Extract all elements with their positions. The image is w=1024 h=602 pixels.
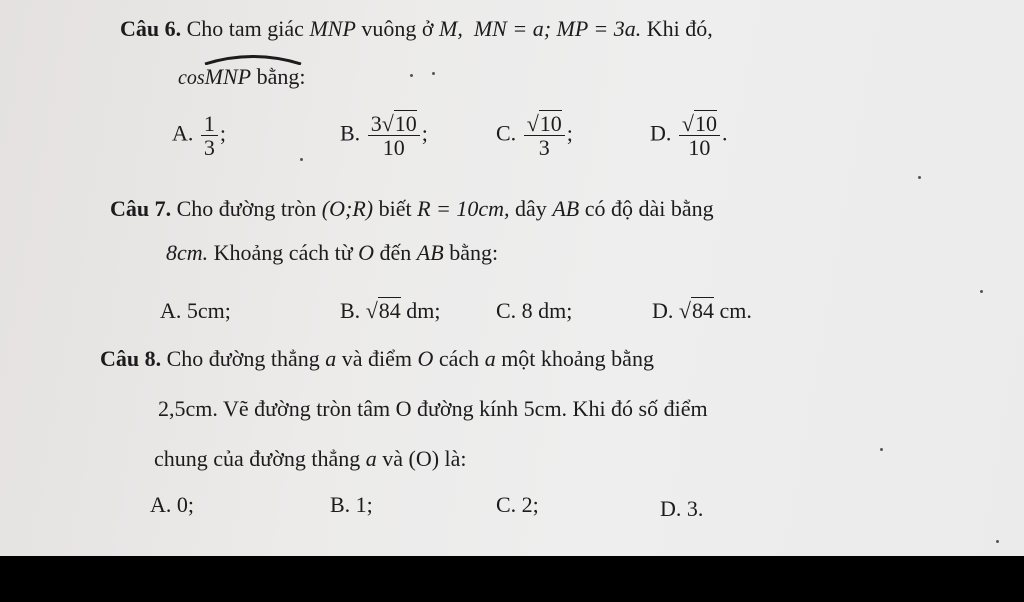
q6-option-b-label: B. [340,120,361,146]
q8-option-d [660,496,703,522]
q8-line3-a: chung của đường thẳng [154,446,361,471]
q6-option-d-fraction [679,112,720,159]
q6-option-a-num: 1 [201,112,218,136]
q8-option-a [150,492,194,518]
q7-option-b-rad: 84 [378,298,401,323]
q6-option-b [340,112,428,159]
q6-option-a-end: ; [219,120,227,146]
q6-option-d-end: . [721,120,728,146]
q6-option-b-rad: 10 [394,111,417,136]
angle-hat-icon [203,55,303,65]
q6-option-d-den: 10 [688,135,711,161]
q7-line2-o: O [358,240,375,265]
paper-speck [300,158,303,161]
q6-option-d-label: D. [650,120,672,146]
q7-text-3: dây [515,196,547,221]
q7-chord-length: 8cm. [166,240,209,265]
q8-line-var-1: a [325,346,337,371]
paper-speck [432,72,435,75]
q7-option-d-rad: 84 [691,298,714,323]
paper-speck [880,448,883,451]
q8-text-3: cách [438,346,480,371]
sqrt-icon: √10 [526,111,562,136]
q7-line-1 [110,196,714,222]
q6-condition: MN = a; MP = 3a. [473,16,642,41]
q6-option-a-label: A. [172,120,194,146]
q6-option-b-num [368,112,420,136]
q6-angle [205,64,251,90]
q6-text-1: Cho tam giác [186,16,304,41]
q6-option-d-num [679,112,720,136]
q7-option-b-label: B. [340,298,361,323]
q6-line-2 [178,64,306,90]
q8-option-a-text: A. 0; [150,492,194,517]
q7-text-2: biết [378,196,412,221]
q8-option-c-text: C. 2; [496,492,539,517]
q7-option-d-label: D. [652,298,674,323]
q8-line-1 [100,346,654,372]
q7-line2-c: đến [379,240,412,265]
q7-line-2 [166,240,498,266]
q8-text-1: Cho đường thẳng [166,346,320,371]
q6-option-b-end: ; [421,120,428,146]
sqrt-icon: √84 [678,298,714,323]
q6-vertex: M, [439,16,463,41]
q6-angle-text: MNP [204,64,252,89]
q8-line-2-text: 2,5cm. Vẽ đường tròn tâm O đường kính 5cm. Khi đó số điểm [158,396,708,421]
q6-triangle: MNP [309,16,356,41]
q6-line-1 [120,16,713,42]
q6-option-d [650,112,727,159]
q6-option-c-end: ; [566,120,573,146]
q8-text-2: và điểm [341,346,412,371]
q6-label: Câu 6. [120,16,182,41]
q7-label: Câu 7. [110,196,172,221]
q6-option-c [496,112,573,159]
q7-text-1: Cho đường tròn [176,196,317,221]
q8-option-b [330,492,373,518]
q7-text-4: có độ dài bằng [584,196,714,221]
q6-option-c-den: 3 [538,135,550,161]
q6-cos: cos [178,67,205,89]
q6-text-2: vuông ở [361,16,434,41]
q6-option-d-rad: 10 [694,111,717,136]
paper-speck [410,74,413,77]
q8-line-2 [158,396,708,422]
q7-option-a-text: A. 5cm; [160,298,231,323]
sqrt-icon: √10 [681,111,717,136]
q7-option-b-unit: dm; [406,298,441,323]
q6-option-c-rad: 10 [539,111,562,136]
paper-speck [996,540,999,543]
q6-text-3: Khi đó, [646,16,713,41]
q8-line3-var: a [365,446,377,471]
q8-option-b-text: B. 1; [330,492,373,517]
sqrt-icon: √10 [381,111,417,136]
q6-option-c-num [524,112,565,136]
q7-option-c-text: C. 8 dm; [496,298,573,323]
q7-option-b [340,298,441,324]
q8-text-4: một khoảng bằng [501,346,654,371]
q6-option-b-fraction [368,112,420,159]
q7-line2-b: Khoảng cách từ [213,240,353,265]
q7-radius: R = 10cm, [417,196,510,221]
q6-option-a-den: 3 [203,135,215,161]
q6-option-c-label: C. [496,120,517,146]
q8-option-d-text: D. 3. [660,496,704,521]
q7-option-c [496,298,572,324]
q7-line2-d: bằng: [449,240,499,265]
q7-chord: AB [552,196,580,221]
sqrt-icon: √84 [365,298,401,323]
q8-point-o: O [417,346,434,371]
q7-line2-ab: AB [416,240,444,265]
paper-speck [918,176,921,179]
q8-label: Câu 8. [100,346,162,371]
q7-circle: (O;R) [321,196,374,221]
q6-option-a [172,112,226,159]
paper-speck [980,290,983,293]
q7-option-a [160,298,231,324]
q7-option-d-unit: cm. [719,298,752,323]
q8-line-3 [154,446,467,472]
q6-option-b-den: 10 [382,135,405,161]
q8-line-var-2: a [484,346,496,371]
q6-option-c-fraction [524,112,565,159]
q6-option-a-fraction [201,112,218,159]
q8-option-c [496,492,539,518]
q6-option-b-coef: 3 [370,111,382,136]
q7-option-d [652,298,752,324]
q6-text-4: bằng: [256,64,306,89]
q8-line3-b: và (O) là: [382,446,467,471]
